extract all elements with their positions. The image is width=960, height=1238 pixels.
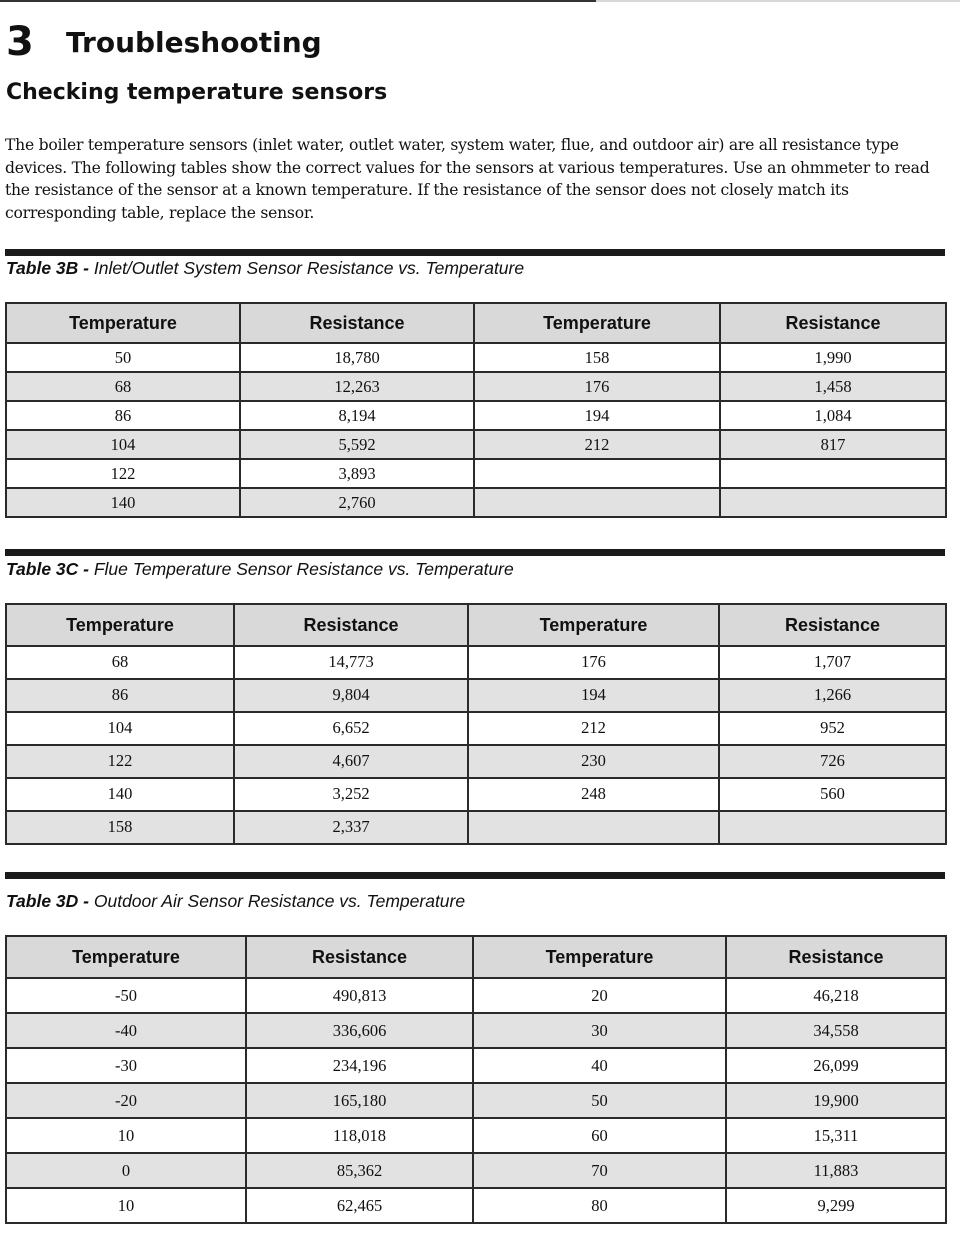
temperature-cell: 86	[6, 679, 234, 712]
resistance-cell: 14,773	[234, 646, 468, 679]
temperature-cell: 80	[473, 1188, 726, 1223]
resistance-cell: 2,337	[234, 811, 468, 844]
temperature-cell: 10	[6, 1188, 246, 1223]
temperature-cell: 212	[474, 430, 720, 459]
temperature-cell: 40	[473, 1048, 726, 1083]
resistance-cell: 26,099	[726, 1048, 946, 1083]
chapter-number: 3	[6, 19, 34, 65]
resistance-cell: 11,883	[726, 1153, 946, 1188]
table-row	[6, 1188, 946, 1223]
resistance-cell: 1,707	[719, 646, 946, 679]
resistance-cell: 336,606	[246, 1013, 473, 1048]
temperature-cell	[474, 459, 720, 488]
resistance-cell: 6,652	[234, 712, 468, 745]
column-header: Resistance	[726, 936, 946, 978]
table-3c	[5, 603, 947, 845]
column-header: Temperature	[468, 604, 719, 646]
chapter-heading	[6, 18, 322, 66]
temperature-cell: 68	[6, 646, 234, 679]
table-row	[6, 978, 946, 1013]
column-header: Temperature	[474, 303, 720, 343]
resistance-cell: 1,084	[720, 401, 946, 430]
resistance-cell: 490,813	[246, 978, 473, 1013]
temperature-cell: -40	[6, 1013, 246, 1048]
table-row	[6, 778, 946, 811]
temperature-cell: 140	[6, 778, 234, 811]
table-label: Table 3B -	[6, 258, 89, 278]
resistance-cell: 62,465	[246, 1188, 473, 1223]
table-row	[6, 1083, 946, 1118]
resistance-cell: 3,893	[240, 459, 474, 488]
column-header: Resistance	[240, 303, 474, 343]
column-header: Temperature	[6, 303, 240, 343]
resistance-cell: 165,180	[246, 1083, 473, 1118]
table-row	[6, 745, 946, 778]
temperature-cell: 50	[6, 343, 240, 372]
temperature-cell: -20	[6, 1083, 246, 1118]
resistance-cell: 4,607	[234, 745, 468, 778]
table-title: Outdoor Air Sensor Resistance vs. Temperature	[93, 891, 466, 911]
resistance-cell: 726	[719, 745, 946, 778]
resistance-cell: 560	[719, 778, 946, 811]
column-header: Temperature	[6, 936, 246, 978]
temperature-cell: 10	[6, 1118, 246, 1153]
resistance-cell: 118,018	[246, 1118, 473, 1153]
table-row	[6, 811, 946, 844]
chapter-title: Troubleshooting	[66, 25, 322, 59]
temperature-cell: 104	[6, 712, 234, 745]
table-3c-rule	[5, 549, 945, 556]
table-row	[6, 679, 946, 712]
temperature-cell: 212	[468, 712, 719, 745]
table-row	[6, 488, 946, 517]
resistance-cell: 34,558	[726, 1013, 946, 1048]
resistance-cell	[720, 488, 946, 517]
table-3d-caption	[6, 891, 465, 912]
temperature-cell: 68	[6, 372, 240, 401]
temperature-cell	[468, 811, 719, 844]
temperature-cell: 0	[6, 1153, 246, 1188]
temperature-cell: -30	[6, 1048, 246, 1083]
table-title: Inlet/Outlet System Sensor Resistance vs. Temperature	[93, 258, 525, 278]
table-3d	[5, 935, 947, 1224]
temperature-cell: 122	[6, 459, 240, 488]
resistance-cell: 8,194	[240, 401, 474, 430]
temperature-cell	[474, 488, 720, 517]
table-row	[6, 430, 946, 459]
table-3b	[5, 302, 947, 518]
table-header-row	[6, 936, 946, 978]
table-header-row	[6, 303, 946, 343]
temperature-cell: 194	[474, 401, 720, 430]
temperature-cell: 122	[6, 745, 234, 778]
table-3d-rule	[5, 872, 945, 879]
temperature-cell: -50	[6, 978, 246, 1013]
table-3c-caption	[6, 559, 514, 580]
table-label: Table 3D -	[6, 891, 89, 911]
column-header: Resistance	[246, 936, 473, 978]
table-row	[6, 343, 946, 372]
table-row	[6, 1013, 946, 1048]
temperature-cell: 50	[473, 1083, 726, 1118]
table-row	[6, 401, 946, 430]
resistance-cell: 9,804	[234, 679, 468, 712]
resistance-cell: 3,252	[234, 778, 468, 811]
temperature-cell: 158	[474, 343, 720, 372]
resistance-cell: 5,592	[240, 430, 474, 459]
resistance-cell	[719, 811, 946, 844]
table-3b-rule	[5, 249, 945, 256]
table-label: Table 3C -	[6, 559, 89, 579]
temperature-cell: 86	[6, 401, 240, 430]
resistance-cell: 12,263	[240, 372, 474, 401]
column-header: Resistance	[719, 604, 946, 646]
temperature-cell: 230	[468, 745, 719, 778]
column-header: Resistance	[720, 303, 946, 343]
table-header-row	[6, 604, 946, 646]
table-row	[6, 459, 946, 488]
resistance-cell	[720, 459, 946, 488]
top-rule	[0, 0, 596, 2]
table-row	[6, 1153, 946, 1188]
resistance-cell: 1,266	[719, 679, 946, 712]
resistance-cell: 2,760	[240, 488, 474, 517]
table-row	[6, 1118, 946, 1153]
temperature-cell: 176	[474, 372, 720, 401]
table-row	[6, 1048, 946, 1083]
temperature-cell: 60	[473, 1118, 726, 1153]
temperature-cell: 30	[473, 1013, 726, 1048]
column-header: Temperature	[6, 604, 234, 646]
temperature-cell: 140	[6, 488, 240, 517]
temperature-cell: 194	[468, 679, 719, 712]
resistance-cell: 46,218	[726, 978, 946, 1013]
temperature-cell: 248	[468, 778, 719, 811]
resistance-cell: 19,900	[726, 1083, 946, 1118]
temperature-cell: 158	[6, 811, 234, 844]
column-header: Resistance	[234, 604, 468, 646]
table-3b-caption	[6, 258, 524, 279]
temperature-cell: 104	[6, 430, 240, 459]
resistance-cell: 1,458	[720, 372, 946, 401]
temperature-cell: 70	[473, 1153, 726, 1188]
table-row	[6, 646, 946, 679]
column-header: Temperature	[473, 936, 726, 978]
resistance-cell: 817	[720, 430, 946, 459]
resistance-cell: 9,299	[726, 1188, 946, 1223]
table-row	[6, 712, 946, 745]
temperature-cell: 176	[468, 646, 719, 679]
section-title: Checking temperature sensors	[6, 80, 388, 105]
resistance-cell: 1,990	[720, 343, 946, 372]
resistance-cell: 15,311	[726, 1118, 946, 1153]
resistance-cell: 234,196	[246, 1048, 473, 1083]
table-title: Flue Temperature Sensor Resistance vs. Temperature	[93, 559, 514, 579]
temperature-cell: 20	[473, 978, 726, 1013]
top-rule-light	[596, 0, 960, 2]
intro-paragraph: The boiler temperature sensors (inlet water, outlet water, system water, flue, and outdoor air) are all resistance type devices. The following tables show the correct values for the sensors at various temperatures. Use an ohmmeter to read the resistance of the sensor at a known temperature. If the resistance of the sensor does not closely match its corresponding table, replace the sensor.	[5, 136, 930, 222]
table-row	[6, 372, 946, 401]
resistance-cell: 85,362	[246, 1153, 473, 1188]
resistance-cell: 18,780	[240, 343, 474, 372]
resistance-cell: 952	[719, 712, 946, 745]
